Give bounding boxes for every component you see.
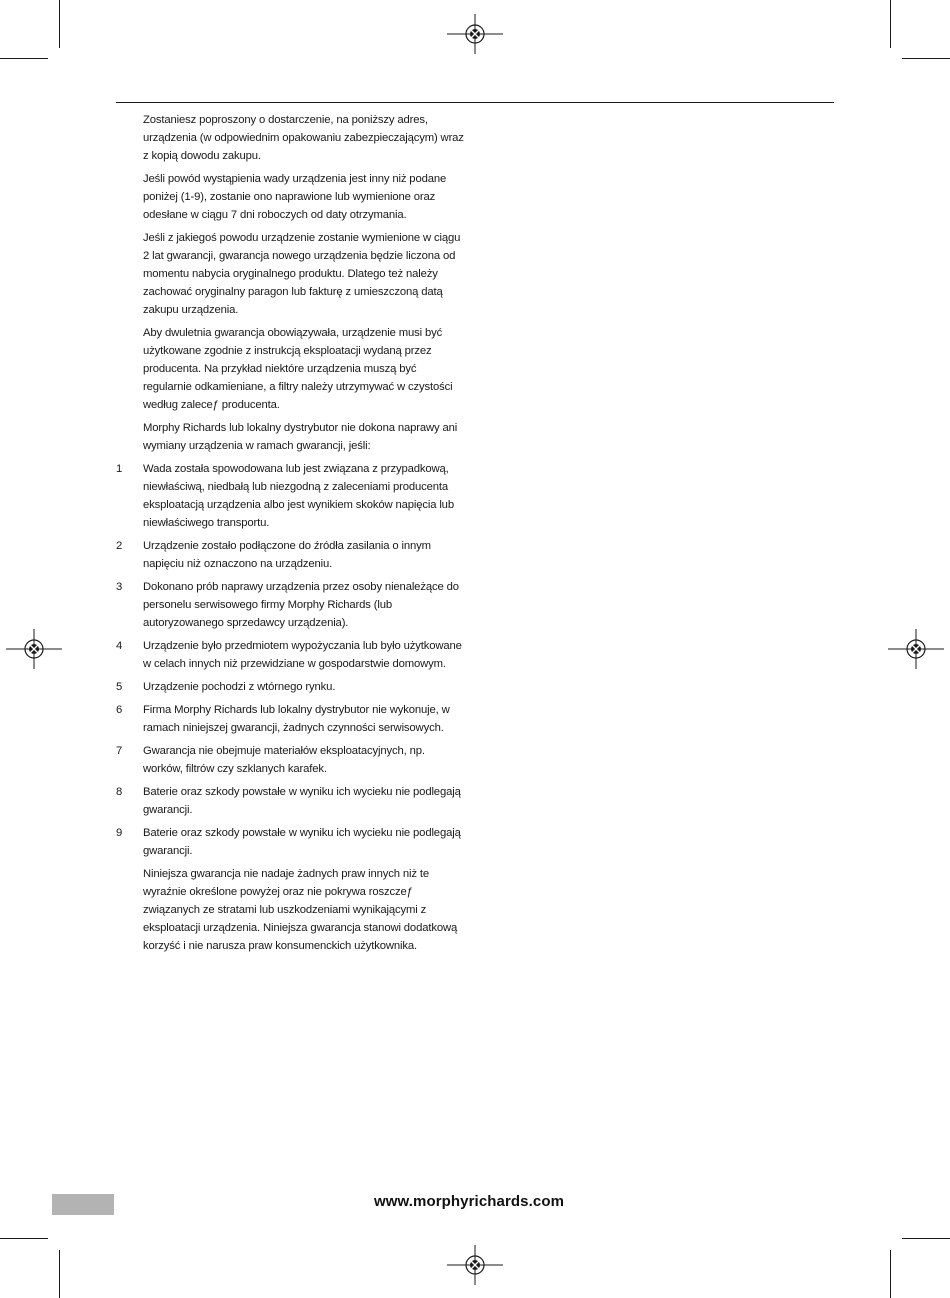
website-url[interactable]: www.morphyrichards.com [374,1193,565,1210]
closing-paragraph: Niniejsza gwarancja nie nadaje żadnych praw innych niż te wyraźnie określone powyżej oraz nie pokrywa roszczeƒ związanych ze stratami lub uszkodzeniami wynikającymi z eksploatacji urządzenia. Niniejsza gwarancja stanowi dodatkową korzyść i nie narusza praw konsumenckich użytkownika. [143,868,458,952]
list-item [116,824,466,860]
list-item-number: 7 [116,745,123,757]
crop-mark [59,1250,60,1298]
intro-paragraph: Jeśli powód wystąpienia wady urządzenia jest inny niż podane poniżej (1-9), zostanie ono naprawione lub wymienione oraz odesłane w ciągu 7 dni roboczych od daty otrzymania. [143,173,447,221]
list-item [116,742,466,778]
crop-mark [0,1238,48,1239]
registration-mark-icon [6,629,62,669]
list-item-number: 1 [116,463,123,475]
list-item-text: Firma Morphy Richards lub lokalny dystrybutor nie wykonuje, w ramach niniejszej gwarancji, żadnych czynności serwisowych. [143,704,450,734]
crop-mark [902,58,950,59]
list-item-number: 8 [116,786,123,798]
list-item-number: 4 [116,640,123,652]
list-item-text: Baterie oraz szkody powstałe w wyniku ich wycieku nie podlegają gwarancji. [143,786,461,816]
list-item [116,578,466,632]
intro-paragraph: Aby dwuletnia gwarancja obowiązywała, urządzenie musi być użytkowane zgodnie z instrukcją eksploatacji wydaną przez producenta. Na przykład niektóre urządzenia muszą być regularnie odkamieniane, a filtry należy utrzymywać w czystości według zaleceƒ producenta. [143,327,453,411]
warranty-text-column [116,111,466,960]
list-item-text: Wada została spowodowana lub jest związana z przypadkową, niewłaściwą, niedbałą lub niezgodną z zaleceniami producenta eksploatacją urządzenia albo jest wynikiem skoków napięcia lub niewłaściwego transportu. [143,463,454,529]
crop-mark [902,1238,950,1239]
list-item-number: 2 [116,540,123,552]
list-item-number: 6 [116,704,123,716]
crop-mark [59,0,60,48]
crop-mark [890,0,891,48]
list-item [116,637,466,673]
intro-paragraph: Jeśli z jakiegoś powodu urządzenie zostanie wymienione w ciągu 2 lat gwarancji, gwarancja nowego urządzenia będzie liczona od momentu nabycia oryginalnego produktu. Dlatego też należy zachować oryginalny paragon lub fakturę z umieszczoną datą zakupu urządzenia. [143,232,461,316]
list-item-number: 9 [116,827,123,839]
list-item-text: Urządzenie było przedmiotem wypożyczania lub było użytkowane w celach innych niż przewidziane w gospodarstwie domowym. [143,640,462,670]
list-item-text: Baterie oraz szkody powstałe w wyniku ich wycieku nie podlegają gwarancji. [143,827,461,857]
registration-mark-icon [888,629,944,669]
list-item [116,701,466,737]
list-item [116,783,466,819]
crop-mark [0,58,48,59]
list-item-number: 3 [116,581,123,593]
list-item [116,537,466,573]
intro-paragraph: Zostaniesz poproszony o dostarczenie, na poniższy adres, urządzenia (w odpowiednim opakowaniu zabezpieczającym) wraz z kopią dowodu zakupu. [143,114,464,162]
registration-mark-icon [447,14,503,54]
list-item-number: 5 [116,681,123,693]
page-number-tab [52,1194,114,1215]
list-item-text: Urządzenie pochodzi z wtórnego rynku. [143,681,336,693]
list-item-text: Urządzenie zostało podłączone do źródła zasilania o innym napięciu niż oznaczono na urządzeniu. [143,540,431,570]
header-rule [116,102,834,103]
list-item-text: Dokonano prób naprawy urządzenia przez osoby nienależące do personelu serwisowego firmy Morphy Richards (lub autoryzowanego sprzedawcy urządzenia). [143,581,459,629]
list-item [116,460,466,532]
registration-mark-icon [447,1245,503,1285]
intro-paragraph: Morphy Richards lub lokalny dystrybutor nie dokona naprawy ani wymiany urządzenia w ramach gwarancji, jeśli: [143,422,458,452]
crop-mark [890,1250,891,1298]
list-item [116,678,466,696]
list-item-text: Gwarancja nie obejmuje materiałów eksploatacyjnych, np. worków, filtrów czy szklanych karafek. [143,745,425,775]
